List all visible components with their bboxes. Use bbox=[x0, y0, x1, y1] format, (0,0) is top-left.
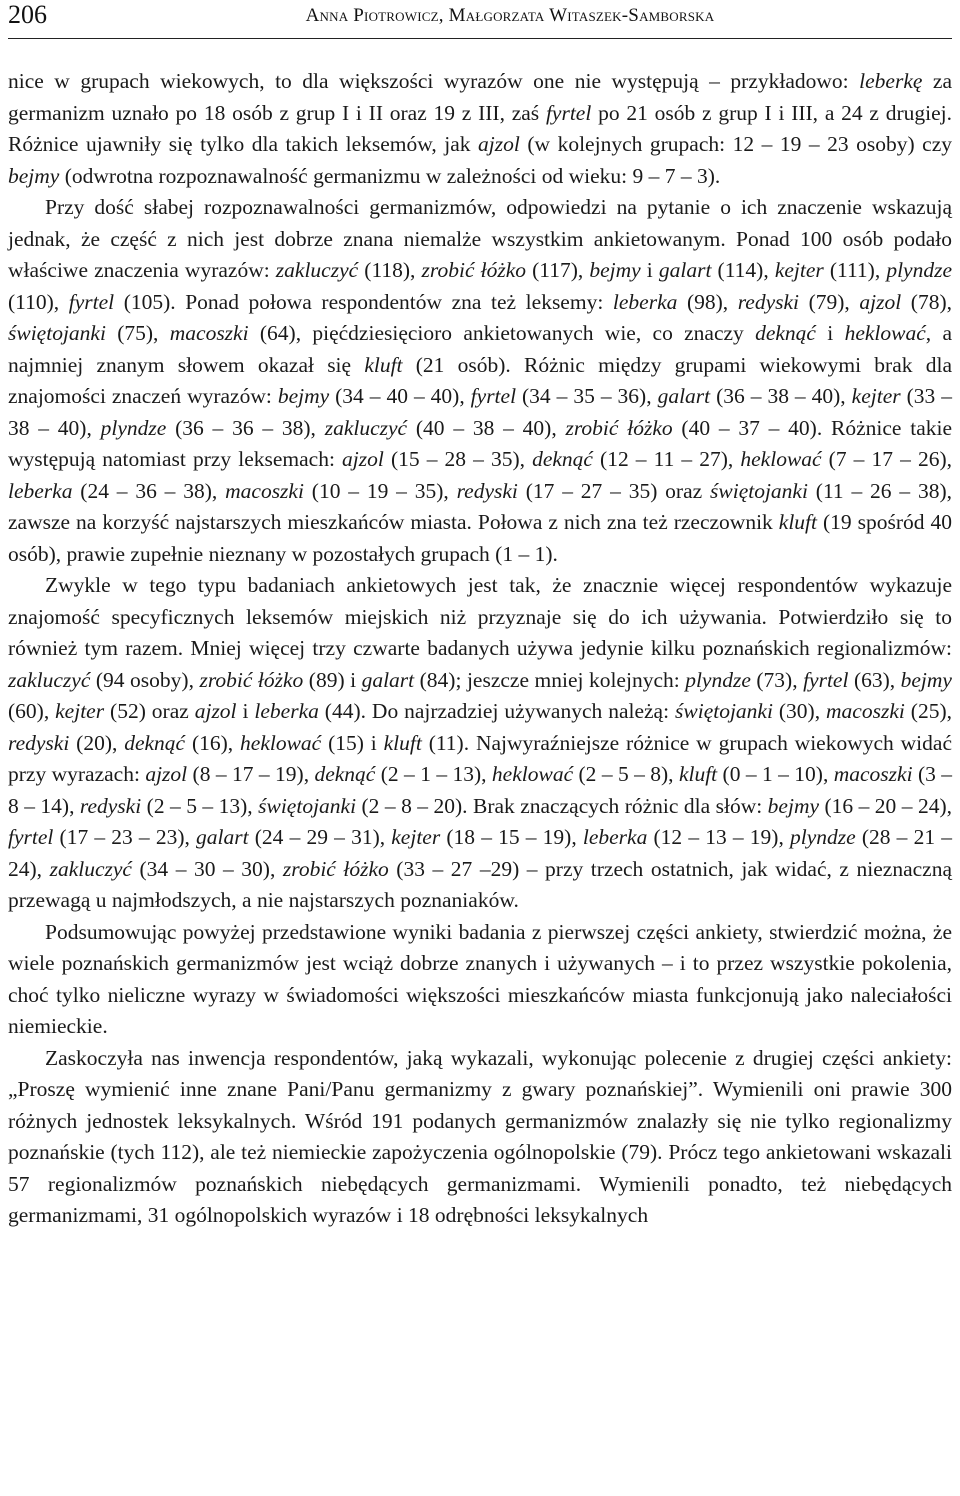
running-head bbox=[8, 0, 952, 32]
paragraph: Zwykle w tego typu badaniach ankietowych jest tak, że znacznie więcej respondentów wykazuje znajomość specyficznych leksemów miejskich niż przyznaje się do ich używania. Potwierdziło się to również tym razem. Mniej więcej trzy czwarte badanych używa jedynie kilku poznańskich regionalizmów: zakluczyć (94 osoby), zrobić łóżko (89) i galart (84); jeszcze mniej kolejnych: plyndze (73), fyrtel (63), bejmy (60), kejter (52) oraz ajzol i leberka (44). Do najrzadziej używanych należą: świętojanki (30), macoszki (25), redyski (20), deknąć (16), heklować (15) i kluft (11). Najwyraźniejsze różnice w grupach wiekowych widać przy wyrazach: ajzol (8 – 17 – 19), deknąć (2 – 1 – 13), heklować (2 – 5 – 8), kluft (0 – 1 – 10), macoszki (3 – 8 – 14), redyski (2 – 5 – 13), świętojanki (2 – 8 – 20). Brak znaczących różnic dla słów: bejmy (16 – 20 – 24), fyrtel (17 – 23 – 23), galart (24 – 29 – 31), kejter (18 – 15 – 19), leberka (12 – 13 – 19), plyndze (28 – 21 – 24), zakluczyć (34 – 30 – 30), zrobić łóżko (33 – 27 –29) – przy trzech ostatnich, jak widać, z nieznaczną przewagą u najmłodszych, a nie najstarszych poznaniaków. bbox=[8, 573, 952, 912]
italic-term: kluft bbox=[364, 352, 403, 377]
italic-term: świętojanki bbox=[710, 478, 808, 503]
italic-term: bejmy bbox=[767, 793, 820, 818]
italic-term: galart bbox=[196, 825, 249, 849]
italic-term: fyrtel bbox=[68, 289, 115, 314]
italic-term: zakluczyć bbox=[8, 667, 91, 692]
italic-term: zrobić łóżko bbox=[421, 258, 526, 282]
italic-term: ajzol bbox=[859, 289, 902, 314]
italic-term: fyrtel bbox=[545, 100, 592, 125]
italic-term: deknąć bbox=[124, 730, 186, 755]
italic-term: świętojanki bbox=[675, 699, 773, 723]
paragraph: Podsumowując powyżej przedstawione wyniki badania z pierwszej części ankiety, stwierdzić można, że wiele poznańskich germanizmów jest wciąż dobrze znanych i używanych – i to przez wszystkie pokolenia, choć tylko nieliczne wyrazy w świadomości większości mieszkańców miasta funkcjonują jako naleciałości niemieckie. bbox=[8, 919, 952, 1038]
italic-term: plyndze bbox=[685, 667, 751, 692]
italic-term: redyski bbox=[456, 478, 518, 503]
italic-term: plyndze bbox=[790, 825, 856, 849]
italic-term: ajzol bbox=[145, 762, 188, 786]
italic-term: zakluczyć bbox=[324, 415, 408, 440]
body-text bbox=[8, 66, 952, 1232]
italic-term: zrobić łóżko bbox=[565, 415, 673, 440]
italic-term: ajzol bbox=[478, 132, 520, 156]
italic-term: redyski bbox=[8, 730, 70, 755]
header-rule bbox=[8, 38, 952, 39]
italic-term: zakluczyć bbox=[49, 856, 132, 881]
italic-term: fyrtel bbox=[803, 667, 849, 692]
page-number: 206 bbox=[8, 0, 47, 29]
italic-term: kejter bbox=[391, 825, 441, 849]
italic-term: macoszki bbox=[225, 478, 304, 503]
italic-term: leberka bbox=[582, 825, 648, 849]
italic-term: bejmy bbox=[8, 163, 60, 188]
italic-term: redyski bbox=[79, 793, 142, 818]
paragraph: nice w grupach wiekowych, to dla większości wyrazów one nie występują – przykładowo: leberkę za germanizm uznało po 18 osób z grup I i II oraz 19 z III, zaś fyrtel po 21 osób z grup I i III, a 24 z drugiej. Różnice ujawniły się tylko dla takich leksemów, jak ajzol (w kolejnych grupach: 12 – 19 – 23 osoby) czy bejmy (odwrotna rozpoznawalność germanizmu w zależności od wieku: 9 – 7 – 3). bbox=[8, 69, 952, 188]
italic-term: świętojanki bbox=[258, 793, 357, 818]
italic-term: zrobić łóżko bbox=[199, 667, 304, 692]
italic-term: macoszki bbox=[169, 321, 249, 345]
italic-term: deknąć bbox=[755, 321, 816, 345]
italic-term: heklować bbox=[240, 730, 322, 755]
italic-term: deknąć bbox=[532, 447, 593, 471]
italic-term: kejter bbox=[851, 384, 901, 408]
italic-term: kejter bbox=[55, 699, 105, 723]
italic-term: fyrtel bbox=[470, 384, 517, 408]
italic-term: macoszki bbox=[826, 699, 905, 723]
italic-term: galart bbox=[657, 384, 711, 408]
italic-term: heklować bbox=[740, 447, 822, 471]
italic-term: deknąć bbox=[314, 762, 376, 786]
italic-term: plyndze bbox=[886, 258, 953, 282]
italic-term: kluft bbox=[678, 762, 718, 786]
italic-term: bejmy bbox=[589, 258, 641, 282]
paragraph: Zaskoczyła nas inwencja respondentów, jaką wykazali, wykonując polecenie z drugiej części ankiety: „Proszę wymienić inne znane Pani/Panu germanizmy z gwary poznańskiej”. Wymienili oni prawie 300 różnych jednostek leksykalnych. Wśród 191 podanych germanizmów znalazły się nie tylko regionalizmy poznańskie (tych 112), ale też niemieckie zapożyczenia ogólnopolskie (79). Prócz tego ankietowani wskazali 57 regionalizmów poznańskich niebędących germanizmami. Wymienili ponadto, też niebędących germanizmami, 31 ogólnopolskich wyrazów i 18 odrębności leksykalnych bbox=[8, 1045, 952, 1227]
italic-term: macoszki bbox=[833, 762, 913, 786]
italic-term: bejmy bbox=[900, 667, 952, 692]
paragraph: Przy dość słabej rozpoznawalności germanizmów, odpowiedzi na pytanie o ich znaczenie wskazują jednak, że część z nich jest dobrze znana niemalże wszystkim ankietowanym. Ponad 100 osób podało właściwe znaczenia wyrazów: zakluczyć (118), zrobić łóżko (117), bejmy i galart (114), kejter (111), plyndze (110), fyrtel (105). Ponad połowa respondentów zna też leksemy: leberka (98), redyski (79), ajzol (78), świętojanki (75), macoszki (64), pięćdziesięcioro ankietowanych wie, co znaczy deknąć i heklować, a najmniej znanym słowem okazał się kluft (21 osób). Różnic między grupami wiekowymi brak dla znajomości znaczeń wyrazów: bejmy (34 – 40 – 40), fyrtel (34 – 35 – 36), galart (36 – 38 – 40), kejter (33 – 38 – 40), plyndze (36 – 36 – 38), zakluczyć (40 – 38 – 40), zrobić łóżko (40 – 37 – 40). Różnice takie występują natomiast przy leksemach: ajzol (15 – 28 – 35), deknąć (12 – 11 – 27), heklować (7 – 17 – 26), leberka (24 – 36 – 38), macoszki (10 – 19 – 35), redyski (17 – 27 – 35) oraz świętojanki (11 – 26 – 38), zawsze na korzyść najstarszych mieszkańców miasta. Połowa z nich zna też rzeczownik kluft (19 spośród 40 osób), prawie zupełnie nieznany w pozostałych grupach (1 – 1). bbox=[8, 195, 953, 566]
italic-term: zakluczyć bbox=[275, 258, 359, 282]
italic-term: ajzol bbox=[342, 447, 384, 471]
italic-term: leberkę bbox=[859, 69, 923, 93]
running-title-authors: Anna Piotrowicz, Małgorzata Witaszek-Samborska bbox=[305, 5, 715, 26]
italic-term: plyndze bbox=[100, 415, 167, 440]
italic-term: fyrtel bbox=[8, 825, 54, 849]
italic-term: zrobić łóżko bbox=[282, 856, 389, 881]
italic-term: galart bbox=[658, 258, 712, 282]
italic-term: redyski bbox=[737, 289, 800, 314]
italic-term: świętojanki bbox=[8, 321, 106, 345]
italic-term: leberka bbox=[612, 289, 678, 314]
italic-term: kluft bbox=[778, 510, 817, 534]
italic-term: heklować bbox=[844, 321, 926, 345]
italic-term: heklować bbox=[491, 762, 574, 786]
italic-term: leberka bbox=[254, 699, 319, 723]
italic-term: galart bbox=[361, 667, 415, 692]
italic-term: kejter bbox=[774, 258, 824, 282]
italic-term: ajzol bbox=[194, 699, 237, 723]
italic-term: leberka bbox=[8, 478, 73, 503]
italic-term: kluft bbox=[383, 730, 422, 755]
italic-term: bejmy bbox=[277, 384, 330, 408]
